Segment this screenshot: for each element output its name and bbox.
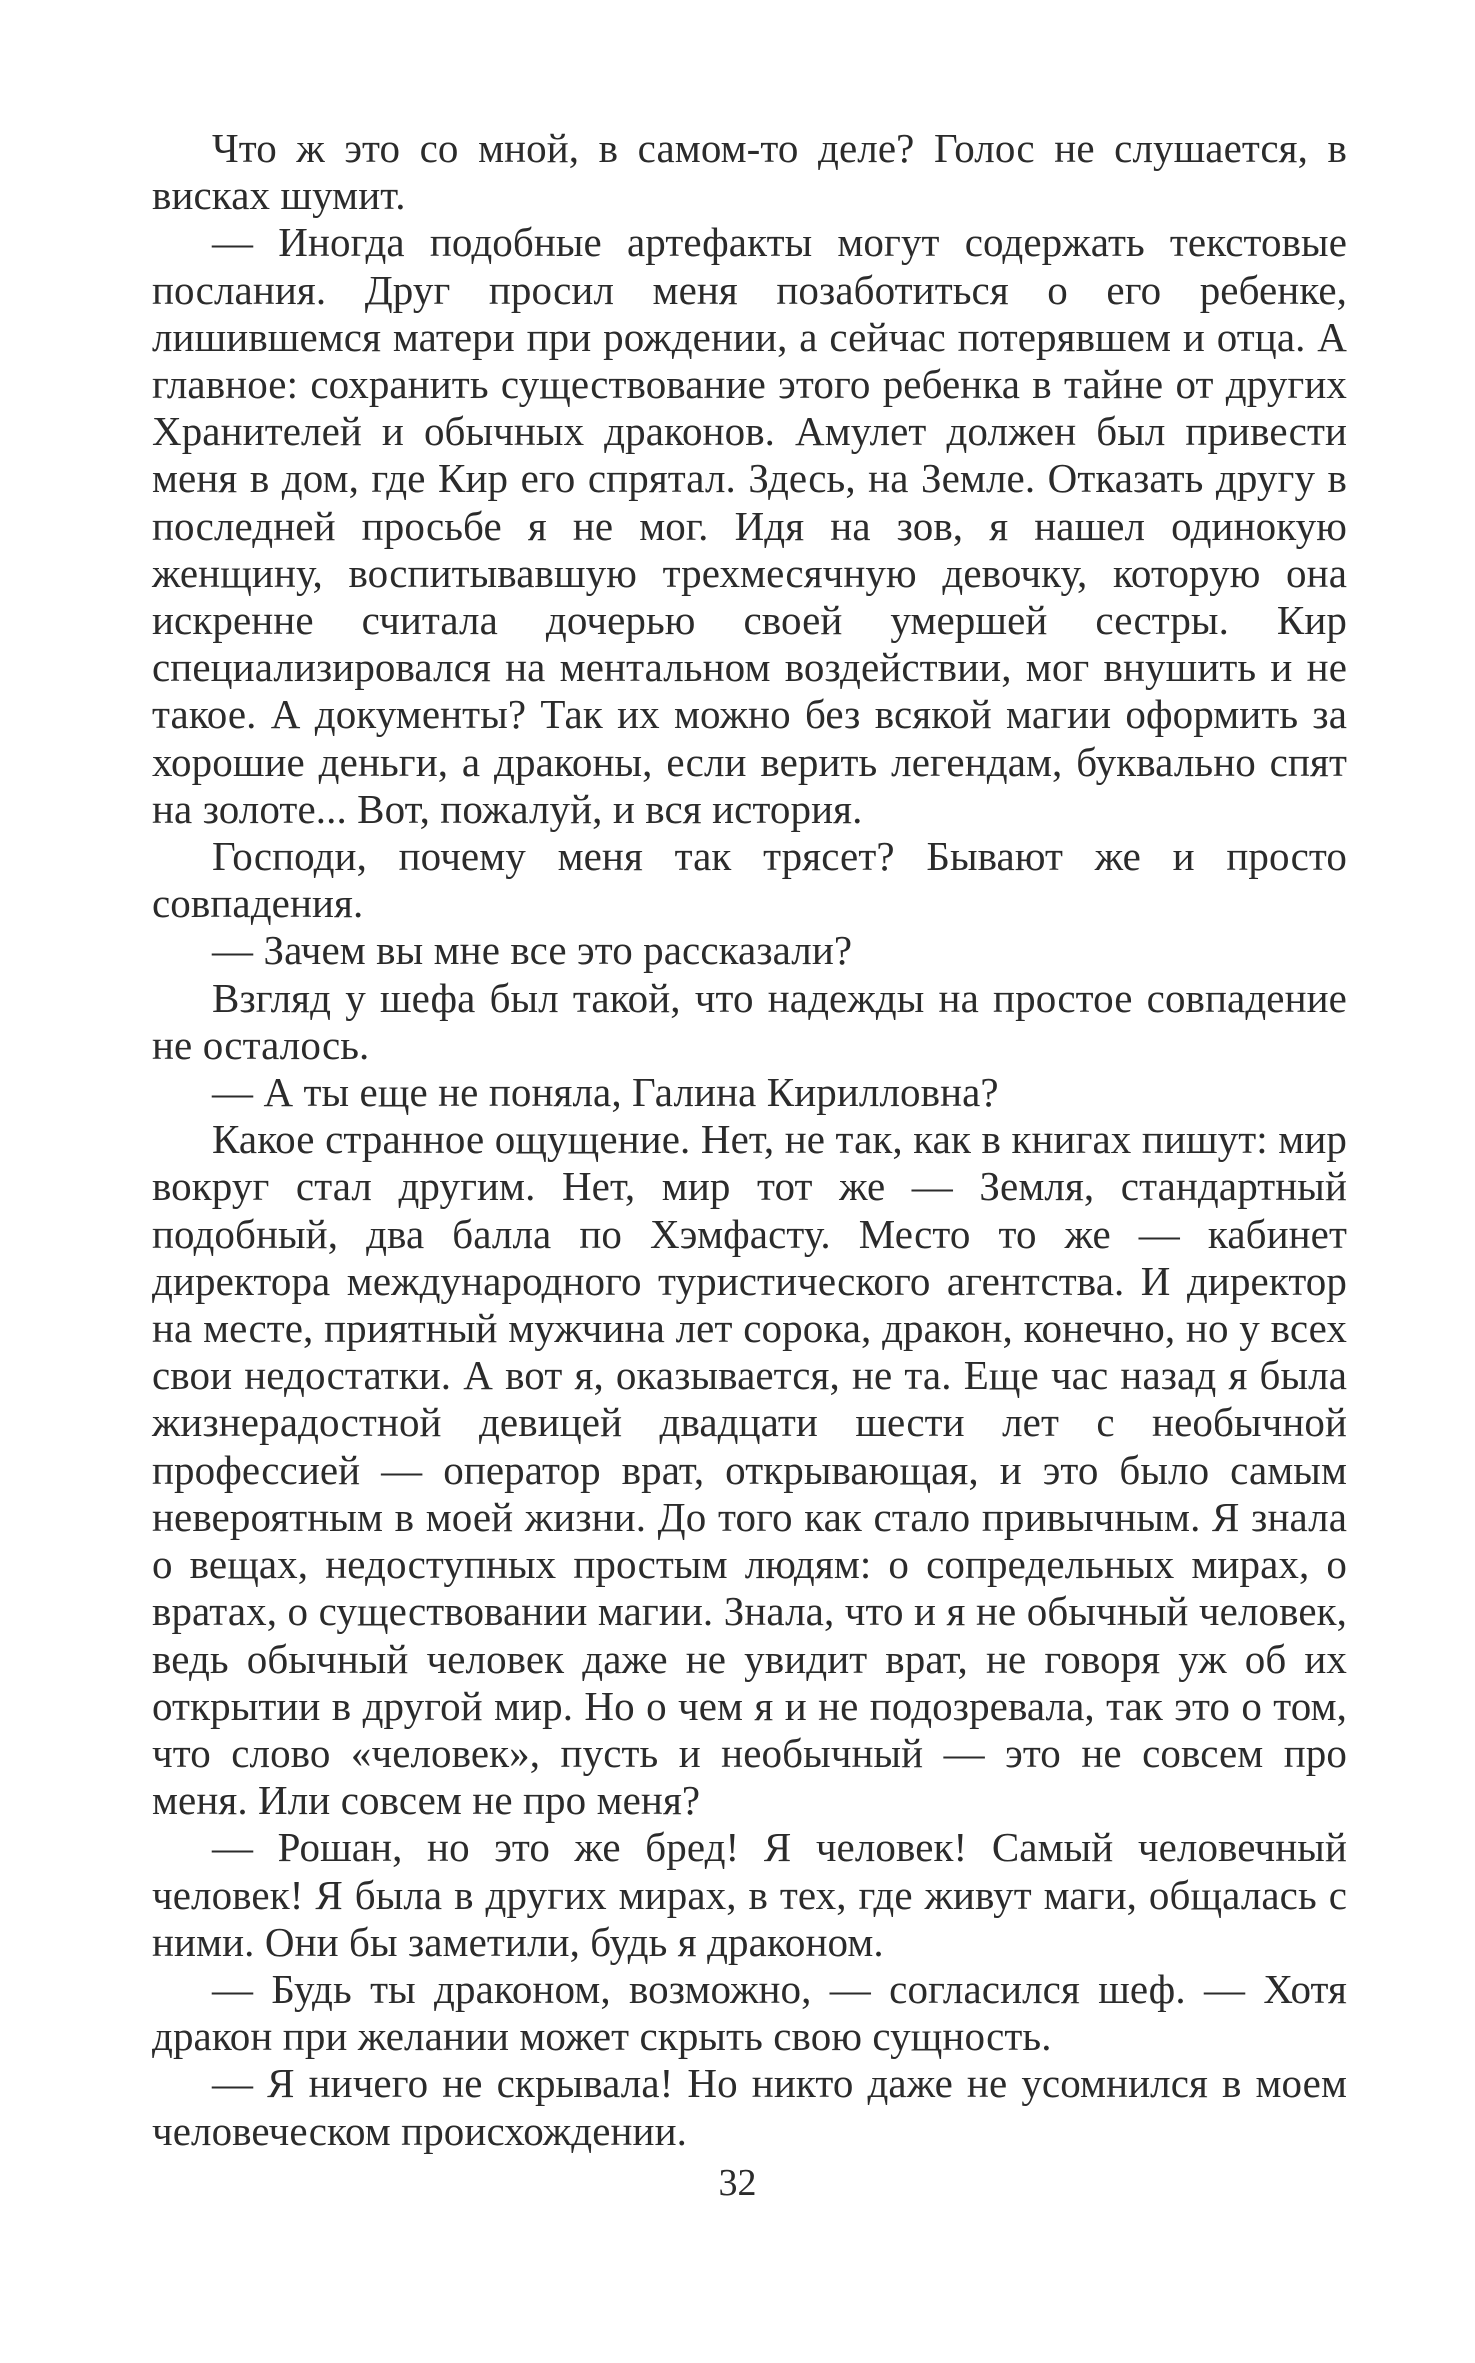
page-number: 32 xyxy=(718,2162,757,2204)
paragraph: Взгляд у шефа был такой, что надежды на простое совпадение не осталось. xyxy=(152,974,1347,1068)
paragraph: — Зачем вы мне все это рассказали? xyxy=(212,927,853,974)
paragraph: Какое странное ощущение. Нет, не так, как в книгах пишут: мир вокруг стал другим. Нет, мир тот же — Земля, стандартный подобный, два балла по Хэмфасту. Место то же — кабинет директора международного туристического агентства. И директор на месте, приятный мужчина лет сорока, дракон, конечно, но у всех свои недостатки. А вот я, оказывается, не та. Еще час назад я была жизнерадостной девицей двадцати шести лет с необычной профессией — оператор врат, открывающая, и это было самым невероятным в моей жизни. До того как стало привычным. Я знала о вещах, недоступных простым людям: о сопредельных мирах, о вратах, о существовании магии. Знала, что и я не обычный человек, ведь обычный человек даже не увидит врат, не говоря уж об их открытии в другой мир. Но о чем я и не подозревала, так это о том, что слово «человек», пусть и необычный — это не совсем про меня. Или совсем не про меня? xyxy=(152,1116,1347,1824)
paragraph: — А ты еще не поняла, Галина Кирилловна? xyxy=(212,1069,999,1116)
paragraph: — Я ничего не скрывала! Но никто даже не усомнился в моем человеческом происхождении. xyxy=(152,2060,1347,2154)
paragraph: Что ж это со мной, в самом-то деле? Голос не слушается, в висках шумит. xyxy=(152,125,1347,219)
paragraph: — Иногда подобные артефакты могут содержать текстовые послания. Друг просил меня позаботиться о его ребенке, лишившемся матери при рождении, а сейчас потерявшем и отца. А главное: сохранить существование этого ребенка в тайне от других Хранителей и обычных драконов. Амулет должен был привести меня в дом, где Кир его спрятал. Здесь, на Земле. Отказать другу в последней просьбе я не мог. Идя на зов, я нашел одинокую женщину, воспитывавшую трехмесячную девочку, которую она искренне считала дочерью своей умершей сестры. Кир специализировался на ментальном воздействии, мог внушить и не такое. А документы? Так их можно без всякой магии оформить за хорошие деньги, а драконы, если верить легендам, буквально спят на золоте... Вот, пожалуй, и вся история. xyxy=(152,219,1347,832)
paragraph: Господи, почему меня так трясет? Бывают же и просто совпадения. xyxy=(152,833,1347,927)
page-body xyxy=(152,125,1347,2155)
paragraph: — Рошан, но это же бред! Я человек! Самый человечный человек! Я была в других мирах, в тех, где живут маги, общалась с ними. Они бы заметили, будь я драконом. xyxy=(152,1824,1347,1965)
paragraph: — Будь ты драконом, возможно, — согласился шеф. — Хотя дракон при желании может скрыть свою сущность. xyxy=(152,1965,1347,2060)
